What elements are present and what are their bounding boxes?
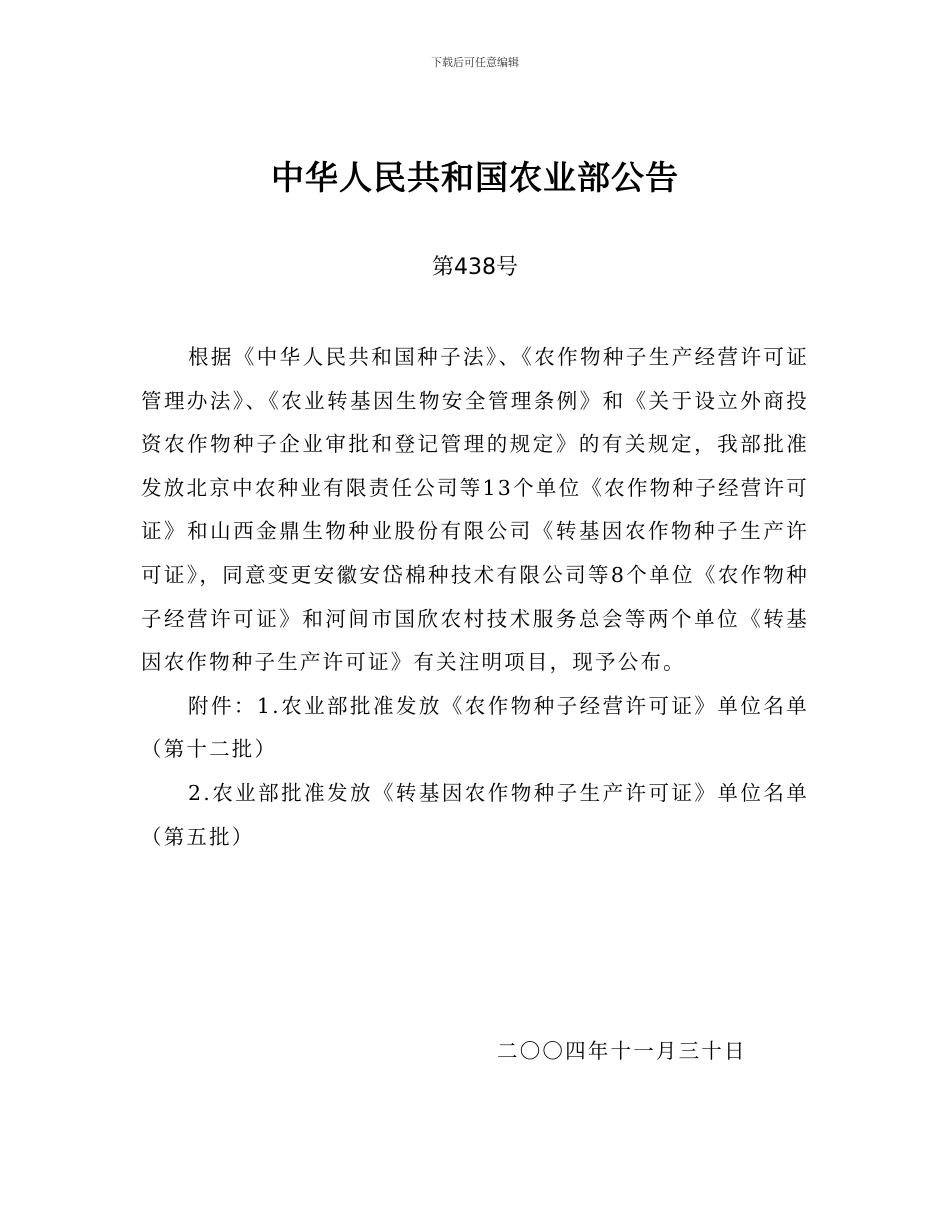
- attachment-1: 附件：1.农业部批准发放《农作物种子经营许可证》单位名单（第十二批）: [141, 693, 809, 762]
- document-date: 二〇〇四年十一月三十日: [497, 1039, 747, 1063]
- body-paragraph: 根据《中华人民共和国种子法》、《农作物种子生产经营许可证管理办法》、《农业转基因生物安全管理条例》和《关于设立外商投资农作物种子企业审批和登记管理的规定》的有关规定，我部批准发放北京中农种业有限责任公司等13个单位《农作物种子经营许可证》和山西金鼎生物种业股份有限公司《转基因农作物种子生产许可证》，同意变更安徽安岱棉种技术有限公司等8个单位《农作物种子经营许可证》和河间市国欣农村技术服务总会等两个单位《转基因农作物种子生产许可证》有关注明项目，现予公布。: [141, 345, 809, 675]
- attachment-2: 2.农业部批准发放《转基因农作物种子生产许可证》单位名单（第五批）: [141, 780, 809, 849]
- page-header-note: 下载后可任意编辑: [431, 56, 519, 69]
- document-title: 中华人民共和国农业部公告: [271, 158, 679, 197]
- document-number: 第438号: [432, 255, 518, 280]
- document-body: [141, 336, 809, 859]
